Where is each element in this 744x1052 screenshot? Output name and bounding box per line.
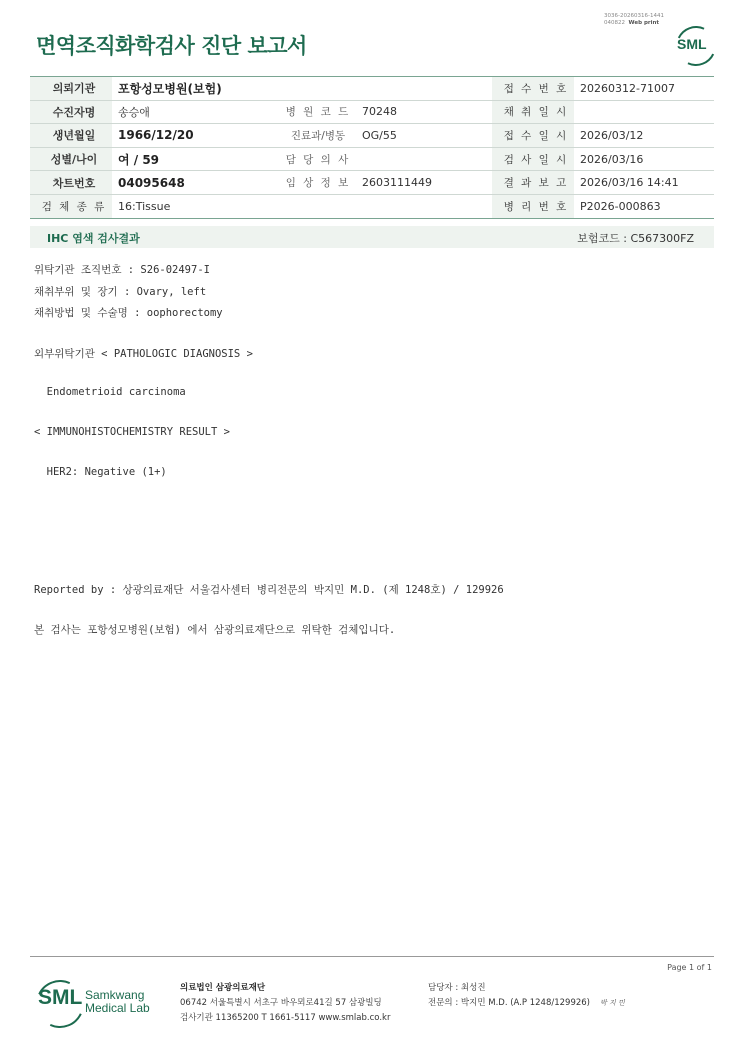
value-hospital-code: 70248	[356, 100, 492, 124]
label-collection-date: 채 취 일 시	[492, 100, 574, 124]
label-department: 진료과/병동	[274, 124, 356, 148]
consignment-note: 본 검사는 포항성모병원(보험) 에서 삼광의료재단으로 위탁한 검체입니다.	[34, 624, 396, 636]
value-receipt-date: 2026/03/12	[574, 124, 714, 148]
value-test-date: 2026/03/16	[574, 147, 714, 171]
footer-divider	[30, 956, 714, 957]
label-patient-name: 수진자명	[30, 100, 112, 124]
value-report-date: 2026/03/16 14:41	[574, 171, 714, 195]
label-specimen-type: 검 체 종 류	[30, 194, 112, 218]
label-sex-age: 성별/나이	[30, 147, 112, 171]
value-department: OG/55	[356, 124, 492, 148]
diagnosis-text: Endometrioid carcinoma	[34, 386, 186, 398]
label-hospital-code: 병 원 코 드	[274, 100, 356, 124]
footer-logo: SML Samkwang Medical Lab	[38, 980, 158, 1026]
label-birth-date: 생년월일	[30, 124, 112, 148]
ihc-header: < IMMUNOHISTOCHEMISTRY RESULT >	[34, 426, 230, 438]
label-requesting-org: 의뢰기관	[30, 77, 112, 101]
value-birth-date: 1966/12/20	[112, 124, 274, 148]
label-receipt-date: 접 수 일 시	[492, 124, 574, 148]
sml-logo: SML	[674, 26, 714, 64]
table-row	[30, 100, 714, 124]
value-collection-date	[574, 100, 714, 124]
section-title: IHC 염색 검사결과	[47, 232, 140, 245]
value-receipt-number: 20260312-71007	[574, 77, 714, 101]
table-row	[30, 147, 714, 171]
body-line: 채취부위 및 장기 : Ovary, left	[34, 286, 207, 298]
table-row	[30, 194, 714, 218]
body-line: 채취방법 및 수술명 : oophorectomy	[34, 307, 223, 319]
footer-organization: 의료법인 삼광의료재단 06742 서울특별시 서초구 바우뫼로41길 57 삼광빌딩 검사기관 11365200 T 1661-5117 www.smlab.co.kr	[180, 983, 391, 1023]
label-pathology-number: 병 리 번 호	[492, 194, 574, 218]
insurance-code: 보험코드 : C567300FZ	[577, 232, 694, 245]
value-physician	[356, 147, 492, 171]
label-clinical-info: 임 상 정 보	[274, 171, 356, 195]
signature: 박 지 민	[600, 999, 625, 1007]
patient-info-table	[30, 76, 714, 219]
page-number: Page 1 of 1	[667, 963, 712, 972]
value-patient-name: 송승애	[112, 100, 274, 124]
value-specimen-type: 16:Tissue	[112, 194, 492, 218]
doc-id-line2: 040822 Web print	[604, 20, 660, 26]
label-receipt-number: 접 수 번 호	[492, 77, 574, 101]
table-row	[30, 171, 714, 195]
value-sex-age: 여 / 59	[112, 147, 274, 171]
ihc-result: HER2: Negative (1+)	[34, 466, 167, 478]
table-row	[30, 77, 714, 101]
doc-id-line1: 3036-20260316-1441	[604, 13, 664, 19]
footer-staff: 담당자 : 최성진 전문의 : 박지민 M.D. (A.P 1248/129926) 박 지 민	[428, 983, 625, 1008]
ihc-result-header	[30, 226, 714, 248]
value-clinical-info: 2603111449	[356, 171, 492, 195]
body-line: 위탁기관 조직번호 : S26-02497-I	[34, 264, 210, 276]
value-requesting-org: 포항성모병원(보험)	[112, 77, 492, 101]
table-row	[30, 124, 714, 148]
report-title: 면역조직화학검사 진단 보고서	[36, 34, 307, 58]
diagnosis-header: 외부위탁기관 < PATHOLOGIC DIAGNOSIS >	[34, 348, 253, 360]
document-id	[604, 13, 664, 27]
value-chart-number: 04095648	[112, 171, 274, 195]
reported-by: Reported by : 상광의료재단 서울검사센터 병리전문의 박지민 M.D. (제 1248호) / 129926	[34, 584, 504, 596]
value-pathology-number: P2026-000863	[574, 194, 714, 218]
label-report-date: 결 과 보 고	[492, 171, 574, 195]
label-test-date: 검 사 일 시	[492, 147, 574, 171]
label-physician: 담 당 의 사	[274, 147, 356, 171]
label-chart-number: 차트번호	[30, 171, 112, 195]
